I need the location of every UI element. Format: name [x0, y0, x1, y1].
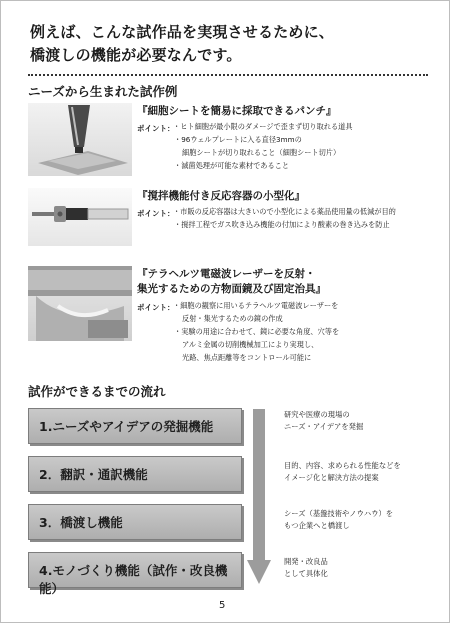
- flow-step-2-description: [284, 460, 401, 484]
- flow-arrow-shaft: [253, 409, 265, 561]
- example-3-line: アルミ金属の切削機械加工により実現し、: [182, 340, 319, 349]
- flow-step-4-label: 4.モノづくり機能（試作・改良機能）: [39, 563, 228, 596]
- flow-desc-line: ニーズ・アイデアを発掘: [284, 422, 364, 431]
- photo-parabolic-mirror: [28, 266, 132, 341]
- example-3-line: 反射・集光するための鏡の作成: [182, 314, 283, 323]
- example-2-line: ・市販の反応容器は大きいので小型化による薬品使用量の低減が目的: [173, 207, 396, 216]
- flow-step-3: [28, 504, 242, 540]
- example-1-line: ・滅菌処理が可能な素材であること: [174, 161, 290, 170]
- example-3-line: ・細胞の観察に用いるテラヘルツ電磁波レーザーを: [173, 301, 339, 310]
- flow-step-4: [28, 552, 242, 596]
- header-divider: [28, 74, 428, 76]
- flow-desc-line: イメージ化と解決方法の提案: [284, 473, 379, 482]
- flow-step-2: [28, 456, 242, 492]
- photo-reaction-vessel: [28, 188, 132, 246]
- example-2-line: ・撹拌工程でガス吹き込み機能の付加により酸素の巻き込みを防止: [174, 220, 390, 229]
- flow-step-3-description: [284, 508, 393, 532]
- photo-cell-sheet-punch: [28, 103, 132, 176]
- flow-step-4-description: [284, 556, 328, 580]
- page-number: 5: [219, 600, 226, 611]
- flow-desc-line: 研究や医療の現場の: [284, 410, 350, 419]
- example-3-title-line-1: 『テラヘルツ電磁波レーザーを反射・: [137, 268, 316, 280]
- flow-desc-line: もつ企業へと橋渡し: [284, 521, 350, 530]
- flow-step-2-label: 2．翻訳・通訳機能: [39, 467, 148, 482]
- flow-arrow-down-icon: [247, 560, 271, 584]
- header-line-2: 橋渡しの機能が必要なんです。: [30, 46, 242, 64]
- example-3-line: 光路、焦点距離等をコントロール可能に: [182, 353, 312, 362]
- example-1-title: 『細胞シートを簡易に採取できるパンチ』: [137, 105, 337, 117]
- example-3-title: [137, 267, 326, 297]
- example-1-line: 細胞シートが切り取れること（細胞シート切片）: [182, 148, 341, 157]
- example-3-point-label: ポイント：: [137, 303, 175, 312]
- example-1-point-label: ポイント：: [137, 124, 175, 133]
- example-3-line: ・実験の用途に合わせて、鏡に必要な角度、穴等を: [174, 327, 340, 336]
- section-title-examples: ニーズから生まれた試作例: [28, 84, 178, 99]
- section-title-flow: 試作ができるまでの流れ: [28, 384, 166, 399]
- flow-desc-line: シーズ（基盤技術やノウハウ）を: [284, 509, 394, 518]
- header-line-1: 例えば、こんな試作品を実現させるために、: [30, 23, 335, 41]
- flow-desc-line: 目的、内容、求められる性能などを: [284, 461, 401, 470]
- flow-step-1-label: 1.ニーズやアイデアの発掘機能: [39, 419, 214, 434]
- flow-desc-line: として具体化: [284, 569, 328, 578]
- flow-step-1: [28, 408, 242, 444]
- flow-step-1-description: [284, 409, 363, 433]
- example-3-title-line-2: 集光するための方物面鏡及び固定治具』: [137, 283, 326, 295]
- flow-step-3-label: 3．橋渡し機能: [39, 515, 123, 530]
- example-2-title: 『撹拌機能付き反応容器の小型化』: [137, 190, 305, 202]
- page-header: [30, 21, 430, 67]
- flow-desc-line: 開発・改良品: [284, 557, 328, 566]
- example-1-line: ・ヒト細胞が最小限のダメージで歪まず切り取れる道具: [173, 122, 353, 131]
- example-2-point-label: ポイント：: [137, 209, 175, 218]
- example-1-line: ・96ウェルプレートに入る直径3mmの: [174, 135, 302, 144]
